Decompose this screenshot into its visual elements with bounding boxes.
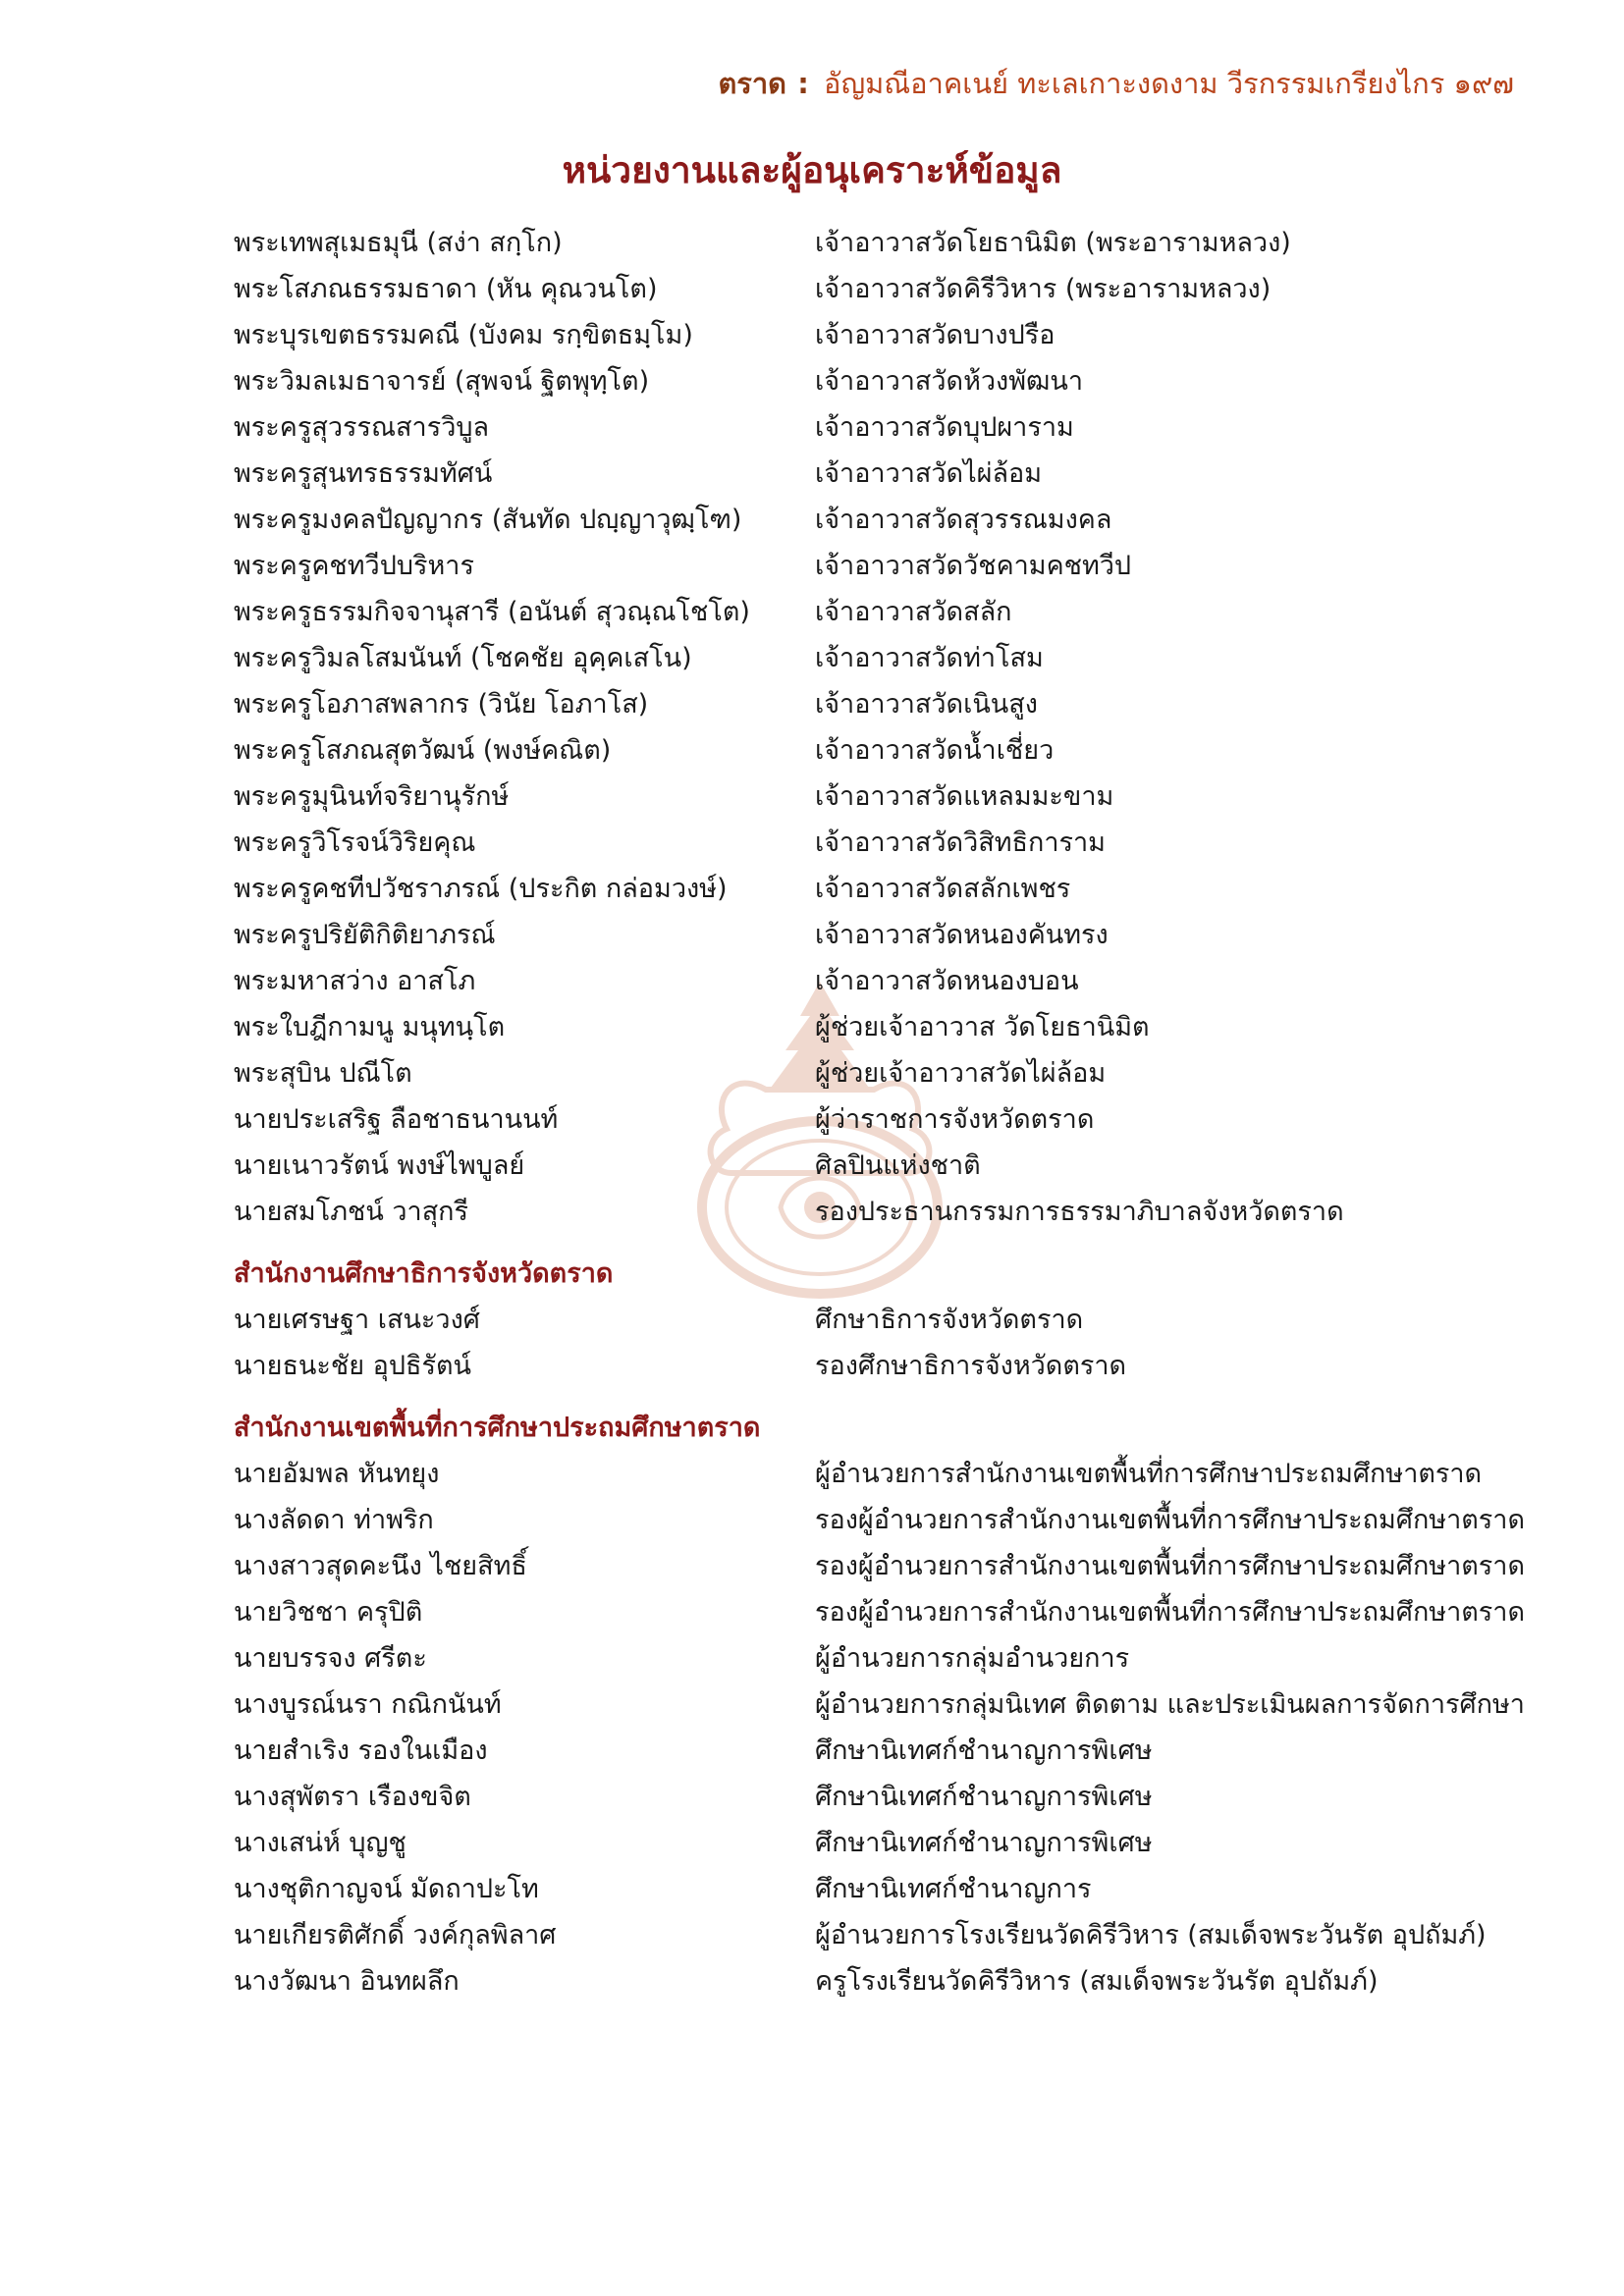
person-position: เจ้าอาวาสวัดแหลมมะขาม — [815, 781, 1114, 812]
person-position: ผู้ช่วยเจ้าอาวาส วัดโยธานิมิต — [815, 1012, 1150, 1042]
list-item — [234, 497, 1510, 543]
list-item — [234, 1497, 1525, 1543]
person-name: นายประเสริฐ ลือชาธนานนท์ — [234, 1104, 559, 1135]
list-item — [234, 681, 1510, 727]
list-item — [234, 1297, 1510, 1343]
person-position: ศึกษานิเทศก์ชำนาญการพิเศษ — [815, 1735, 1153, 1766]
person-name: นายสำเริง รองในเมือง — [234, 1735, 488, 1766]
person-name: พระครูวิโรจน์วิริยคุณ — [234, 828, 476, 858]
section-heading: สำนักงานเขตพื้นที่การศึกษาประถมศึกษาตราด — [234, 1413, 761, 1443]
person-position: เจ้าอาวาสวัดสลัก — [815, 597, 1012, 627]
list-item — [234, 589, 1510, 635]
person-name: นายเนาวรัตน์ พงษ์ไพบูลย์ — [234, 1150, 525, 1181]
person-name: นางเสน่ห์ บุญชู — [234, 1828, 406, 1858]
list-item — [234, 543, 1510, 589]
person-name: พระโสภณธรรมธาดา (หัน คุณวนโต) — [234, 274, 658, 304]
person-name: พระครูโอภาสพลากร (วินัย โอภาโส) — [234, 689, 649, 720]
person-name: พระวิมลเมธาจารย์ (สุพจน์ ฐิตพุทฺโต) — [234, 366, 650, 397]
list-item — [234, 358, 1510, 404]
header-separator: : — [797, 67, 809, 100]
list-item — [234, 1635, 1510, 1682]
person-name: พระครูมุนินท์จริยานุรักษ์ — [234, 781, 510, 812]
person-name: นายอัมพล หันทยุง — [234, 1459, 440, 1489]
person-position: เจ้าอาวาสวัดสุวรรณมงคล — [815, 505, 1112, 535]
list-item — [234, 451, 1510, 497]
person-position: เจ้าอาวาสวัดไผ่ล้อม — [815, 458, 1043, 489]
person-name: นายธนะชัย อุปธิรัตน์ — [234, 1351, 471, 1381]
person-position: เจ้าอาวาสวัดเนินสูง — [815, 689, 1038, 720]
list-item — [234, 727, 1510, 774]
list-item — [234, 912, 1510, 958]
person-position: รองศึกษาธิการจังหวัดตราด — [815, 1351, 1127, 1381]
person-position: รองผู้อำนวยการสำนักงานเขตพื้นที่การศึกษาประถมศึกษาตราด — [815, 1505, 1525, 1535]
list-item — [234, 1912, 1510, 1958]
person-position: เจ้าอาวาสวัดโยธานิมิต (พระอารามหลวง) — [815, 228, 1291, 258]
person-position: เจ้าอาวาสวัดคิรีวิหาร (พระอารามหลวง) — [815, 274, 1272, 304]
person-position: ศิลปินแห่งชาติ — [815, 1150, 981, 1181]
person-position: เจ้าอาวาสวัดหนองบอน — [815, 966, 1079, 996]
list-item — [234, 1096, 1510, 1143]
person-name: พระมหาสว่าง อาสโภ — [234, 966, 476, 996]
person-position: เจ้าอาวาสวัดวัชคามคชทวีป — [815, 551, 1132, 581]
person-position: ศึกษานิเทศก์ชำนาญการ — [815, 1874, 1092, 1904]
person-name: พระครูมงคลปัญญากร (สันทัด ปญฺญาวุฒฺโฑ) — [234, 505, 742, 535]
section-heading: สำนักงานศึกษาธิการจังหวัดตราด — [234, 1258, 614, 1289]
person-position: รองประธานกรรมการธรรมาภิบาลจังหวัดตราด — [815, 1197, 1344, 1227]
list-item — [234, 1589, 1525, 1635]
person-position: เจ้าอาวาสวัดบุปผาราม — [815, 412, 1074, 443]
person-name: พระครูสุนทรธรรมทัศน์ — [234, 458, 493, 489]
list-item — [234, 312, 1510, 358]
person-position: ผู้อำนวยการกลุ่มนิเทศ ติดตาม และประเมินผลการจัดการศึกษา — [815, 1689, 1525, 1720]
person-position: ศึกษานิเทศก์ชำนาญการพิเศษ — [815, 1828, 1153, 1858]
person-position: เจ้าอาวาสวัดน้ำเชี่ยว — [815, 735, 1055, 766]
header-province: ตราด — [718, 67, 786, 100]
running-header — [718, 61, 1514, 106]
person-position: ศึกษานิเทศก์ชำนาญการพิเศษ — [815, 1782, 1153, 1812]
list-item — [234, 635, 1510, 681]
person-position: เจ้าอาวาสวัดสลักเพชร — [815, 874, 1071, 904]
person-name: พระครูโสภณสุตวัฒน์ (พงษ์คณิต) — [234, 735, 612, 766]
section-primary-education-area-office — [234, 1405, 1525, 2004]
person-name: นายสมโภชน์ วาสุกรี — [234, 1197, 469, 1227]
person-position: ผู้อำนวยการสำนักงานเขตพื้นที่การศึกษาประถมศึกษาตราด — [815, 1459, 1483, 1489]
person-name: นางวัฒนา อินทผลึก — [234, 1966, 460, 1997]
list-item — [234, 1774, 1510, 1820]
list-item — [234, 1143, 1510, 1189]
list-item — [234, 1820, 1510, 1866]
list-item — [234, 1189, 1510, 1235]
page-number: ๑๙๗ — [1453, 67, 1514, 100]
person-name: พระครูคชทวีปบริหาร — [234, 551, 474, 581]
person-name: นายวิชชา ครุปิติ — [234, 1597, 423, 1628]
list-item — [234, 220, 1510, 266]
list-item — [234, 1543, 1525, 1589]
person-position: ศึกษาธิการจังหวัดตราด — [815, 1305, 1084, 1335]
person-position: ผู้ว่าราชการจังหวัดตราด — [815, 1104, 1095, 1135]
list-item — [234, 1958, 1510, 2004]
person-name: นายเศรษฐา เสนะวงศ์ — [234, 1305, 480, 1335]
person-position: ครูโรงเรียนวัดคิรีวิหาร (สมเด็จพระวันรัต อุปถัมภ์) — [815, 1966, 1379, 1997]
person-name: พระครูธรรมกิจจานุสารี (อนันต์ สุวณฺณโชโต) — [234, 597, 750, 627]
person-position: เจ้าอาวาสวัดท่าโสม — [815, 643, 1044, 673]
list-item — [234, 1050, 1510, 1096]
person-name: พระครูสุวรรณสารวิบูล — [234, 412, 490, 443]
person-position: เจ้าอาวาสวัดบางปรือ — [815, 320, 1056, 350]
person-position: รองผู้อำนวยการสำนักงานเขตพื้นที่การศึกษาประถมศึกษาตราด — [815, 1551, 1525, 1581]
person-position: เจ้าอาวาสวัดหนองคันทรง — [815, 920, 1109, 950]
person-name: นางสุพัตรา เรืองขจิต — [234, 1782, 471, 1812]
page-title: หน่วยงานและผู้อนุเคราะห์ข้อมูล — [562, 149, 1062, 191]
acknowledgement-list — [234, 220, 1525, 2004]
person-position: ผู้อำนวยการโรงเรียนวัดคิรีวิหาร (สมเด็จพระวันรัต อุปถัมภ์) — [815, 1920, 1487, 1950]
list-item — [234, 1682, 1525, 1728]
header-slogan: อัญมณีอาคเนย์ ทะเลเกาะงดงาม วีรกรรมเกรียงไกร — [824, 67, 1445, 100]
list-item — [234, 820, 1510, 866]
person-name: พระเทพสุเมธมุนี (สง่า สกฺโก) — [234, 228, 563, 258]
person-name: พระครูคชทีปวัชราภรณ์ (ประกิต กล่อมวงษ์) — [234, 874, 728, 904]
list-item — [234, 1451, 1510, 1497]
list-item — [234, 866, 1510, 912]
list-item — [234, 404, 1510, 451]
person-name: พระครูปริยัติกิติยาภรณ์ — [234, 920, 496, 950]
person-position: รองผู้อำนวยการสำนักงานเขตพื้นที่การศึกษาประถมศึกษาตราด — [815, 1597, 1525, 1628]
person-name: นางสาวสุดคะนึง ไชยสิทธิ์ — [234, 1551, 527, 1581]
list-item — [234, 958, 1510, 1004]
person-name: นายบรรจง ศรีตะ — [234, 1643, 427, 1674]
list-item — [234, 266, 1510, 312]
section-provincial-education-office — [234, 1251, 1510, 1389]
person-name: นางลัดดา ท่าพริก — [234, 1505, 434, 1535]
list-item — [234, 1866, 1510, 1912]
person-position: เจ้าอาวาสวัดห้วงพัฒนา — [815, 366, 1084, 397]
section-temples — [234, 220, 1510, 1235]
person-position: เจ้าอาวาสวัดวิสิทธิการาม — [815, 828, 1106, 858]
person-name: นางบูรณ์นรา กณิกนันท์ — [234, 1689, 502, 1720]
list-item — [234, 1728, 1510, 1774]
person-position: ผู้ช่วยเจ้าอาวาสวัดไผ่ล้อม — [815, 1058, 1107, 1089]
person-name: นายเกียรติศักดิ์ วงค์กุลพิลาศ — [234, 1920, 557, 1950]
list-item — [234, 774, 1510, 820]
person-name: พระครูวิมลโสมนันท์ (โชคชัย อุคฺคเสโน) — [234, 643, 692, 673]
person-position: ผู้อำนวยการกลุ่มอำนวยการ — [815, 1643, 1130, 1674]
person-name: พระสุบิน ปณีโต — [234, 1058, 412, 1089]
person-name: พระบุรเขตธรรมคณี (บังคม รกฺขิตธมฺโม) — [234, 320, 693, 350]
person-name: พระใบฎีกามนู มนุทนฺโต — [234, 1012, 506, 1042]
list-item — [234, 1004, 1510, 1050]
person-name: นางชุติกาญจน์ มัดถาปะโท — [234, 1874, 539, 1904]
list-item — [234, 1343, 1510, 1389]
